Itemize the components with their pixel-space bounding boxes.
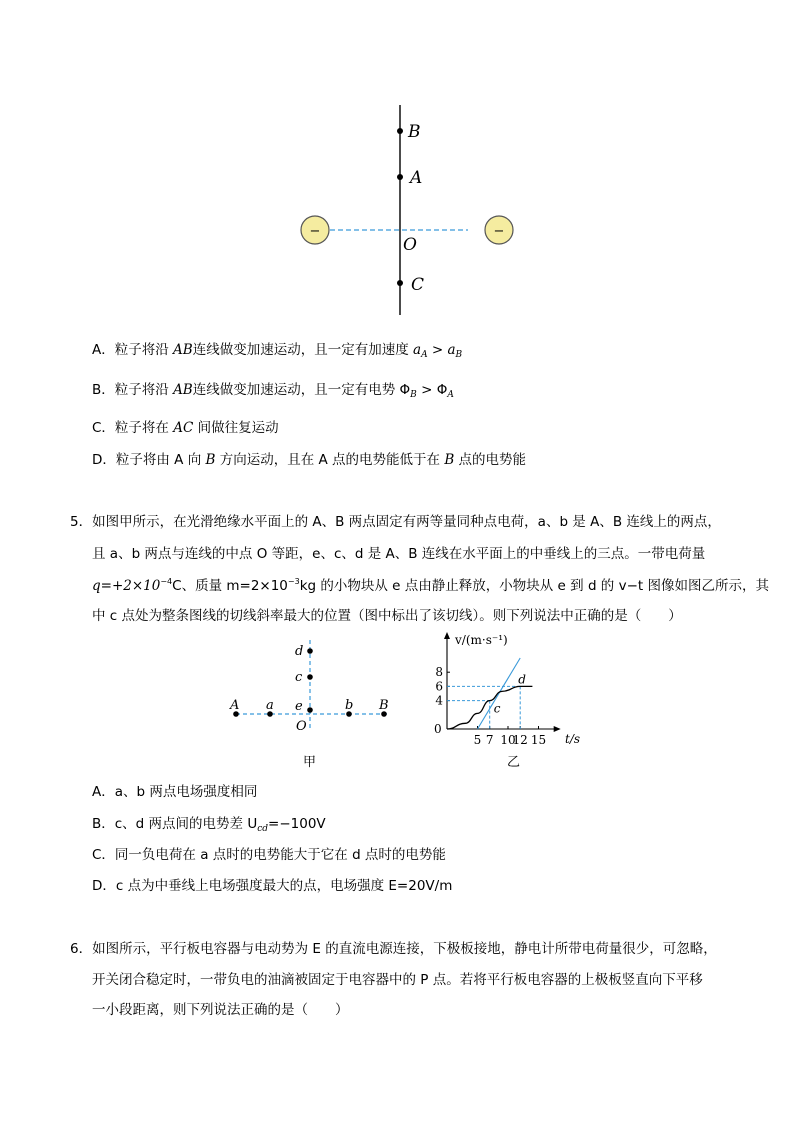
q4-b-sub2: A xyxy=(447,390,454,400)
q6-stem-line3: 一小段距离，则下列说法正确的是（ ） xyxy=(92,1002,349,1018)
y-axis-arrow xyxy=(444,632,450,639)
q4-c-rest: 间做往复运动 xyxy=(193,420,279,436)
jia-label-b: b xyxy=(345,698,354,713)
q4-option-a[interactable] xyxy=(92,338,462,360)
q4-c-prefix: C．粒子将在 xyxy=(92,420,174,436)
jia-label-e: e xyxy=(295,699,303,714)
q4-a-ab: AB xyxy=(173,342,193,358)
jia-point-d xyxy=(307,648,313,654)
q5-line3-rest: kg 的小物块从 e 点由静止释放，小物块从 e 到 d 的 v−t 图像如图乙所示，其 xyxy=(299,578,769,594)
q4-a-var1: a xyxy=(413,342,422,358)
q5-charge-exp: −4 xyxy=(160,577,173,586)
q4-d-rest: 点的电势能 xyxy=(454,452,527,468)
jia-label-a: a xyxy=(266,698,274,713)
q4-d-mid: 方向运动，且在 A 点的电势能低于在 xyxy=(215,452,445,468)
q5-b-pre: B．c、d 两点间的电势差 U xyxy=(92,816,258,832)
q5-stem-line2: 且 a、b 两点与连线的中点 O 等距，e、c、d 是 A、B 连线在水平面上的中垂线上的三点。一带电荷量 xyxy=(92,546,706,562)
yi-caption: 乙 xyxy=(507,755,521,770)
q4-d-b: B xyxy=(205,452,216,468)
point-label-c: c xyxy=(493,701,501,716)
figure-charges-axis xyxy=(290,100,530,320)
x-tick-label: 5 xyxy=(473,733,482,747)
figure-jia xyxy=(222,632,402,772)
q4-c-ac: AC xyxy=(173,420,194,436)
x-tick-label: 10 xyxy=(500,733,516,747)
label-O: O xyxy=(403,235,417,255)
jia-label-c: c xyxy=(295,670,303,685)
label-A: A xyxy=(410,168,423,188)
jia-label-B: B xyxy=(379,698,389,713)
q5-stem-line4: 中 c 点处为整条图线的切线斜率最大的位置（图中标出了该切线）。则下列说法中正确的是（ ） xyxy=(92,608,682,624)
y-tick-label: 4 xyxy=(435,693,443,708)
q5-stem-line3 xyxy=(92,574,769,594)
point-C xyxy=(397,280,403,286)
figure-yi-chart xyxy=(425,628,595,773)
q4-b-sub1: B xyxy=(410,390,417,400)
q5-option-a[interactable]: A．a、b 两点电场强度相同 xyxy=(92,784,258,800)
label-B: B xyxy=(408,122,421,142)
jia-caption: 甲 xyxy=(303,755,317,770)
q4-b-var2: Φ xyxy=(436,382,448,398)
q5-option-d[interactable]: D．c 点为中垂线上电场强度最大的点，电场强度 E=20V/m xyxy=(92,878,453,894)
q4-a-var2: a xyxy=(447,342,456,358)
y-tick-label: 6 xyxy=(435,679,443,694)
q4-option-b[interactable] xyxy=(92,378,454,400)
q5-b-sub: cd xyxy=(257,824,269,834)
q4-option-c[interactable] xyxy=(92,416,279,436)
q4-b-var1: Φ xyxy=(399,382,411,398)
q4-b-op: > xyxy=(416,382,437,398)
q5-option-c[interactable]: C．同一负电荷在 a 点时的电势能大于它在 d 点时的电势能 xyxy=(92,847,446,863)
q4-b-prefix: B．粒子将沿 xyxy=(92,382,174,398)
q4-option-d[interactable] xyxy=(92,448,526,468)
charge-left-sign: − xyxy=(309,224,321,239)
jia-label-O: O xyxy=(296,719,307,734)
yi-origin: 0 xyxy=(434,722,442,736)
q4-b-ab: AB xyxy=(173,382,193,398)
q4-a-sub1: A xyxy=(421,350,428,360)
yi-xlabel: t/s xyxy=(565,732,581,746)
x-tick-label: 12 xyxy=(512,733,528,747)
x-tick-label: 15 xyxy=(530,733,547,747)
jia-point-e xyxy=(307,707,313,713)
point-B xyxy=(397,128,403,134)
q6-stem-line2: 开关闭合稳定时，一带负电的油滴被固定于电容器中的 P 点。若将平行板电容器的上极板竖直向下平移 xyxy=(92,972,703,988)
q4-a-mid: 连线做变加速运动，且一定有加速度 xyxy=(192,342,413,358)
jia-point-c xyxy=(307,674,313,680)
charge-right-sign: − xyxy=(493,224,505,239)
q6-stem-line1: 6．如图所示，平行板电容器与电动势为 E 的直流电源连接，下极板接地，静电计所带电荷量很少，可忽略， xyxy=(70,941,717,957)
q5-stem-line1: 5．如图甲所示，在光滑绝缘水平面上的 A、B 两点固定有两等量同种点电荷，a、b 是 A、B 连线上的两点， xyxy=(70,514,721,530)
q5-charge: q=+2×10 xyxy=(92,578,161,594)
q5-mass-exp: −3 xyxy=(287,577,300,586)
q4-b-mid: 连线做变加速运动，且一定有电势 xyxy=(192,382,400,398)
q4-a-sub2: B xyxy=(455,350,463,360)
x-axis-arrow xyxy=(554,726,561,732)
label-C: C xyxy=(411,275,425,295)
q5-option-b[interactable] xyxy=(92,812,326,834)
q4-d-prefix: D．粒子将由 A 向 xyxy=(92,452,206,468)
q4-a-prefix: A．粒子将沿 xyxy=(92,342,174,358)
yi-ylabel: v/(m·s⁻¹) xyxy=(455,633,508,647)
q4-a-op: > xyxy=(427,342,448,358)
tangent-line xyxy=(478,658,521,729)
q4-d-b2: B xyxy=(444,452,455,468)
q5-b-post: =−100V xyxy=(268,816,326,832)
q5-mass: C、质量 m=2×10 xyxy=(172,578,288,594)
y-tick-label: 8 xyxy=(435,665,443,680)
x-tick-label: 7 xyxy=(485,733,494,747)
point-label-d: d xyxy=(518,672,526,687)
point-A xyxy=(397,174,403,180)
jia-label-d: d xyxy=(295,644,304,659)
jia-label-A: A xyxy=(230,698,240,713)
